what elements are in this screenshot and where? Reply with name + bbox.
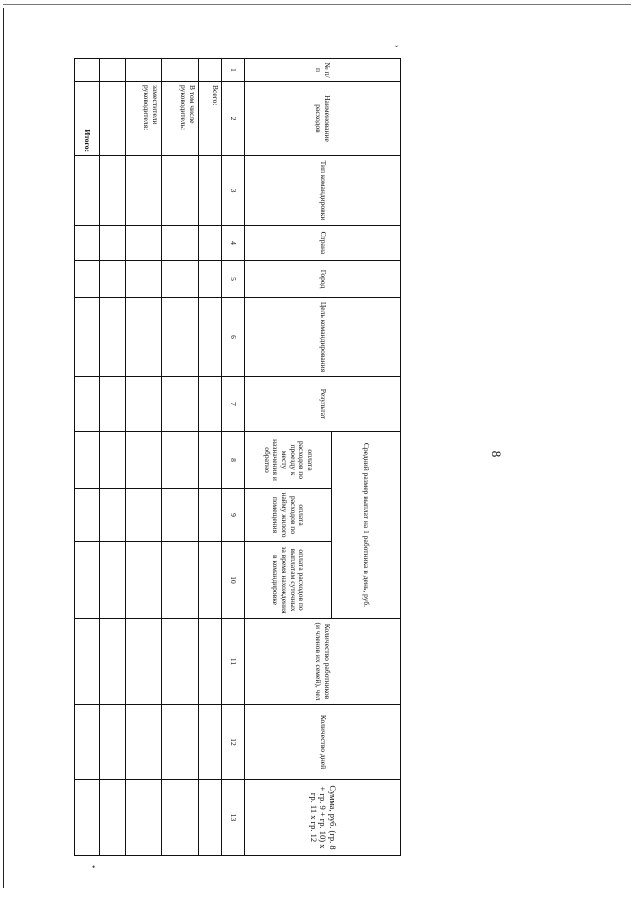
table-cell [199,542,222,619]
column-number-13: 13 [222,780,245,856]
row-label-deputies: заместители руководителя: [126,82,162,156]
header-travel-cost: оплата расходов по проезду к месту назначения и обратно [245,432,332,489]
table-cell [126,489,162,542]
table-cell [75,705,100,780]
table-cell [199,619,222,705]
table-cell [75,298,100,377]
table-cell [162,619,199,705]
table-cell [199,377,222,432]
table-row-grand-total [75,59,100,856]
header-housing-cost: оплата расходов по найму жилого помещения [245,489,332,542]
table-cell [162,489,199,542]
table-cell [126,705,162,780]
header-purpose: Цель командирования [245,298,401,377]
column-number-7: 7 [222,377,245,432]
table-cell [162,377,199,432]
table-cell [100,705,126,780]
table-cell [126,432,162,489]
header-sum: Сумма, руб. (гр. 8 + гр. 9 + гр. 10) х гр. 11 х гр. 12 [245,780,401,856]
header-per-diem-cost: оплата расходов по выплатам суточных за время нахождения в командировке [245,542,332,619]
table-cell [126,59,162,82]
column-number-11: 11 [222,619,245,705]
table-cell [100,298,126,377]
table-cell [75,780,100,856]
left-edge-line [3,8,4,888]
table-cell [75,261,100,298]
header-city: Город [245,261,401,298]
table-cell [100,619,126,705]
table-cell [75,377,100,432]
table-row-total [199,59,222,856]
column-number-9: 9 [222,489,245,542]
table-cell [100,780,126,856]
table-cell [199,59,222,82]
table-cell [75,226,100,261]
corner-tick-mark: ˇ [395,44,398,54]
table-cell [126,298,162,377]
table-cell [100,82,126,156]
table-cell [162,226,199,261]
header-average-payment-group: Средний размер выплат на 1 работника в день, руб. [332,432,401,619]
table-cell [199,705,222,780]
top-edge-line [3,4,631,5]
table-cell [126,542,162,619]
table-cell [126,377,162,432]
row-label-including-head: В том числе руководитель: [162,82,199,156]
table-cell [199,261,222,298]
column-numbers-row [222,59,245,856]
table-cell [199,226,222,261]
table-cell [162,705,199,780]
table-cell [162,432,199,489]
table-cell [199,432,222,489]
page-number: 8 [489,450,504,458]
column-number-8: 8 [222,432,245,489]
column-number-5: 5 [222,261,245,298]
table-cell [100,261,126,298]
table-cell [100,542,126,619]
table-cell [126,261,162,298]
table-cell [100,156,126,226]
table-cell [75,542,100,619]
table-cell [75,432,100,489]
column-number-12: 12 [222,705,245,780]
column-number-2: 2 [222,82,245,156]
row-label-grand-total: Итого: [75,82,100,156]
header-country: Страна [245,226,401,261]
column-number-6: 6 [222,298,245,377]
table-cell [126,226,162,261]
header-trip-type: Тип командировки [245,156,401,226]
table-cell [162,298,199,377]
header-workers-count: Количество работников (и членов их семей), чел [245,619,401,705]
rotated-table-container [83,58,401,855]
row-label-total: Всего: [199,82,222,156]
table-row-deputies [126,59,162,856]
header-expense-name: Наименование расходов [245,82,401,156]
table-cell [162,261,199,298]
table-cell [126,156,162,226]
table-cell [100,489,126,542]
table-cell [199,156,222,226]
table-cell [162,156,199,226]
header-row-1 [332,59,401,856]
table-cell [126,780,162,856]
table-cell [75,59,100,82]
table-cell [162,780,199,856]
table-cell [199,780,222,856]
header-result: Результат [245,377,401,432]
column-number-10: 10 [222,542,245,619]
table-cell [100,59,126,82]
column-number-1: 1 [222,59,245,82]
table-cell [199,489,222,542]
table-cell [100,377,126,432]
table-cell [126,619,162,705]
table-cell [75,489,100,542]
table-row-head [162,59,199,856]
table-cell [100,432,126,489]
header-number: № п/п [245,59,401,82]
side-dot-mark: • [92,862,96,872]
header-days-count: Количество дней [245,705,401,780]
table-cell [100,226,126,261]
table-cell [162,59,199,82]
expenses-table [74,58,401,856]
table-cell [75,156,100,226]
table-row-blank [100,59,126,856]
table-cell [199,298,222,377]
column-number-3: 3 [222,156,245,226]
table-cell [162,542,199,619]
column-number-4: 4 [222,226,245,261]
table-cell [75,619,100,705]
